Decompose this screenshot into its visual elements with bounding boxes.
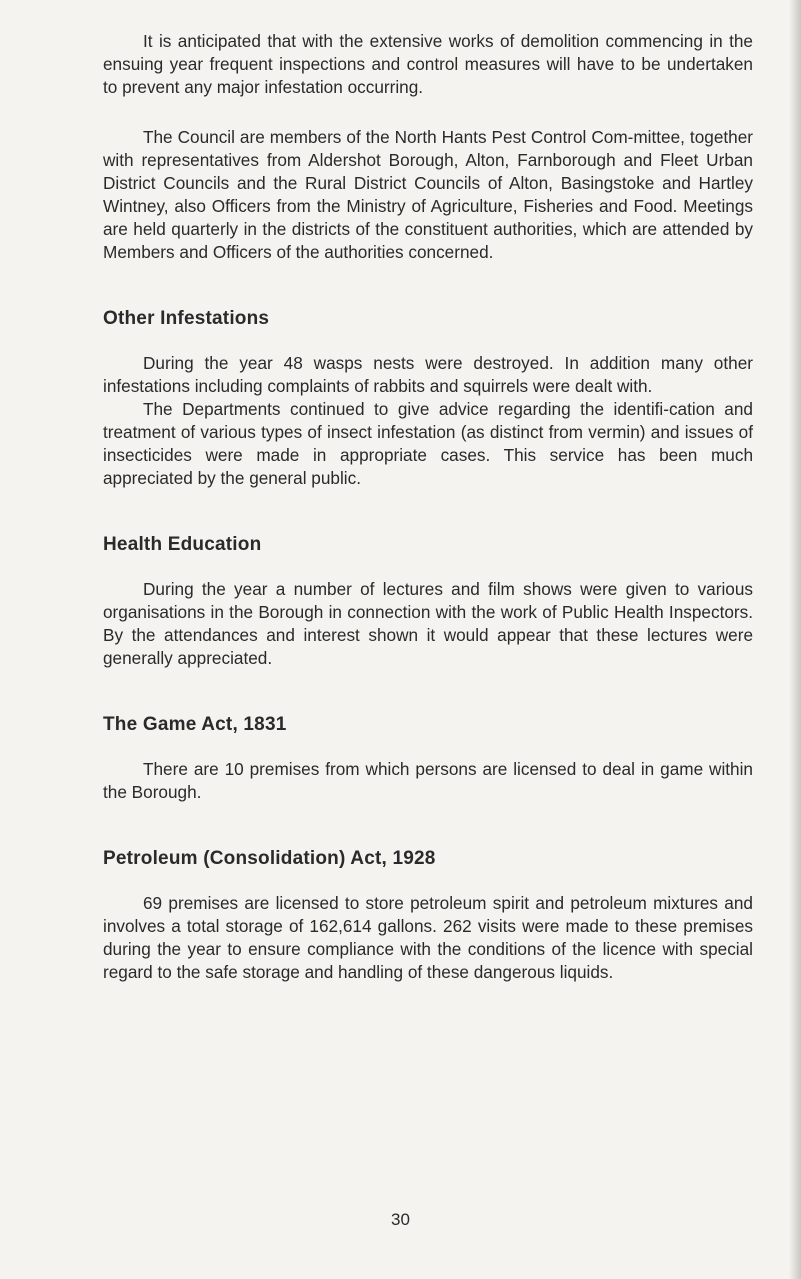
- paragraph-lectures: During the year a number of lectures and film shows were given to various organisations in the Borough in connection with the work of Public Health Inspectors. By the attendances and interest shown it would appear that these lectures were generally appreciated.: [103, 579, 753, 668]
- intro-paragraph-pest-committee: The Council are members of the North Hants Pest Control Com-mittee, together with representatives from Aldershot Borough, Alton, Farnborough and Fleet Urban District Councils and the Rural District Councils of Alton, Basingstoke and Hartley Wintney, also Officers from the Ministry of Agriculture, Fisheries and Food. Meetings are held quarterly in the districts of the constituent authorities, which are attended by Members and Officers of the authorities concerned.: [103, 127, 753, 262]
- paragraph-wasps-nests: During the year 48 wasps nests were destroyed. In addition many other infestations including complaints of rabbits and squirrels were dealt with.: [103, 353, 753, 396]
- paragraph-petroleum-premises: 69 premises are licensed to store petroleum spirit and petroleum mixtures and involves a total storage of 162,614 gallons. 262 visits were made to these premises during the year to ensure compliance with the conditions of the licence with special regard to the safe storage and handling of these dangerous liquids.: [103, 893, 753, 982]
- heading-game-act: The Game Act, 1831: [103, 714, 287, 735]
- heading-health-education: Health Education: [103, 534, 262, 555]
- paragraph-insect-advice: The Departments continued to give advice regarding the identifi-cation and treatment of various types of insect infestation (as distinct from vermin) and issues of insecticides were made in appropriate cases. This service has been much appreciated by the general public.: [103, 399, 753, 488]
- page-number: 30: [391, 1210, 410, 1229]
- intro-paragraph-demolition: It is anticipated that with the extensive works of demolition commencing in the ensuing year frequent inspections and control measures will have to be undertaken to prevent any major infestation occurring.: [103, 31, 753, 97]
- document-page: [103, 30, 753, 984]
- paragraph-game-premises: There are 10 premises from which persons are licensed to deal in game within the Borough.: [103, 759, 753, 802]
- page-edge-shadow: [789, 0, 801, 1279]
- heading-petroleum-act: Petroleum (Consolidation) Act, 1928: [103, 848, 436, 869]
- heading-other-infestations: Other Infestations: [103, 308, 270, 329]
